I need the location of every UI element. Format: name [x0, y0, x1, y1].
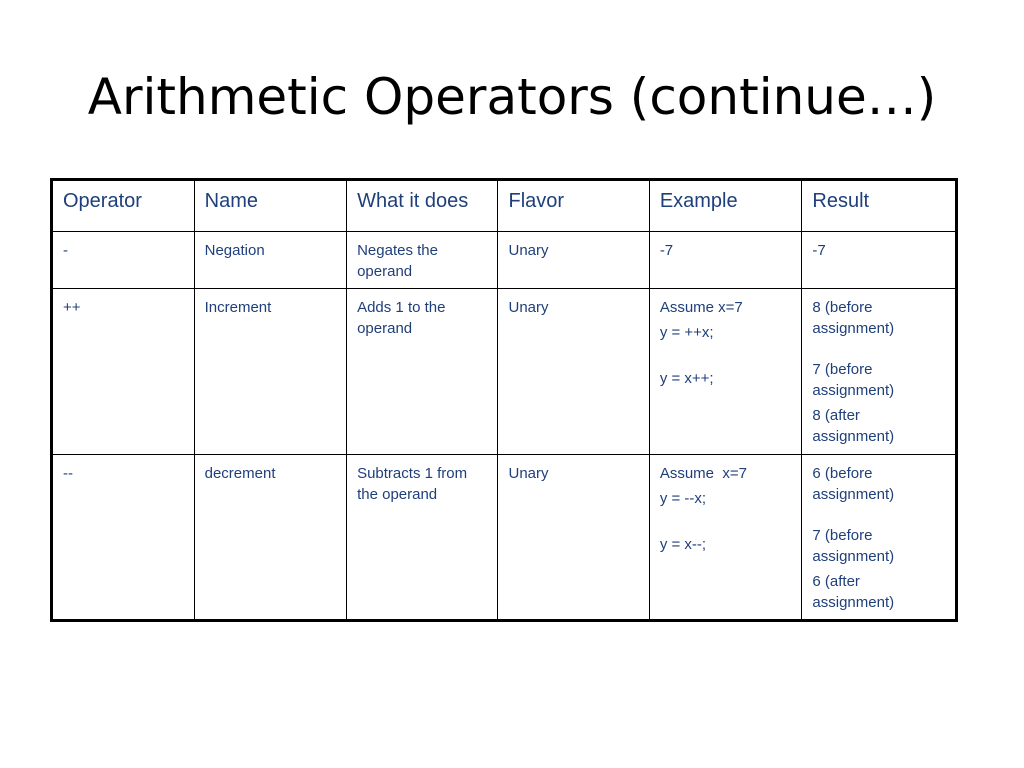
- result-line: 7 (before assignment): [812, 361, 895, 399]
- cell-example: [649, 289, 802, 455]
- cell-result: [802, 232, 957, 289]
- result-line: 8 (after assignment): [812, 407, 895, 445]
- result-line: 8 (before assignment): [812, 299, 895, 337]
- cell-what-it-does: Subtracts 1 from the operand: [347, 455, 498, 621]
- table-row: [52, 455, 957, 621]
- cell-example: [649, 455, 802, 621]
- result-line: 6 (before assignment): [812, 465, 895, 503]
- cell-flavor: Unary: [498, 455, 649, 621]
- cell-result: [802, 455, 957, 621]
- table-row: [52, 232, 957, 289]
- header-flavor: Flavor: [498, 180, 649, 232]
- table-header-row: [52, 180, 957, 232]
- cell-operator: ++: [52, 289, 195, 455]
- cell-flavor: Unary: [498, 232, 649, 289]
- example-line: y = x++;: [659, 370, 714, 387]
- example-line: y = x--;: [659, 536, 707, 553]
- cell-what-it-does: Adds 1 to the operand: [347, 289, 498, 455]
- cell-operator: --: [52, 455, 195, 621]
- cell-operator: -: [52, 232, 195, 289]
- result-line: 7 (before assignment): [812, 527, 895, 565]
- example-line: -7: [659, 242, 674, 259]
- cell-example: [649, 232, 802, 289]
- operators-table: [50, 178, 958, 622]
- cell-flavor: Unary: [498, 289, 649, 455]
- table-row: [52, 289, 957, 455]
- example-line: y = --x;: [659, 490, 707, 507]
- cell-what-it-does: Negates the operand: [347, 232, 498, 289]
- header-example: Example: [649, 180, 802, 232]
- result-line: -7: [812, 242, 826, 259]
- cell-name: Increment: [194, 289, 346, 455]
- header-operator: Operator: [52, 180, 195, 232]
- slide-title: Arithmetic Operators (continue…): [87, 68, 937, 126]
- cell-name: decrement: [194, 455, 346, 621]
- result-line: 6 (after assignment): [812, 573, 895, 611]
- example-line: y = ++x;: [659, 324, 714, 341]
- example-line: Assume x=7: [659, 465, 747, 482]
- header-what-it-does: What it does: [347, 180, 498, 232]
- cell-result: [802, 289, 957, 455]
- cell-name: Negation: [194, 232, 346, 289]
- header-name: Name: [194, 180, 346, 232]
- header-result: Result: [802, 180, 957, 232]
- example-line: Assume x=7: [659, 299, 743, 316]
